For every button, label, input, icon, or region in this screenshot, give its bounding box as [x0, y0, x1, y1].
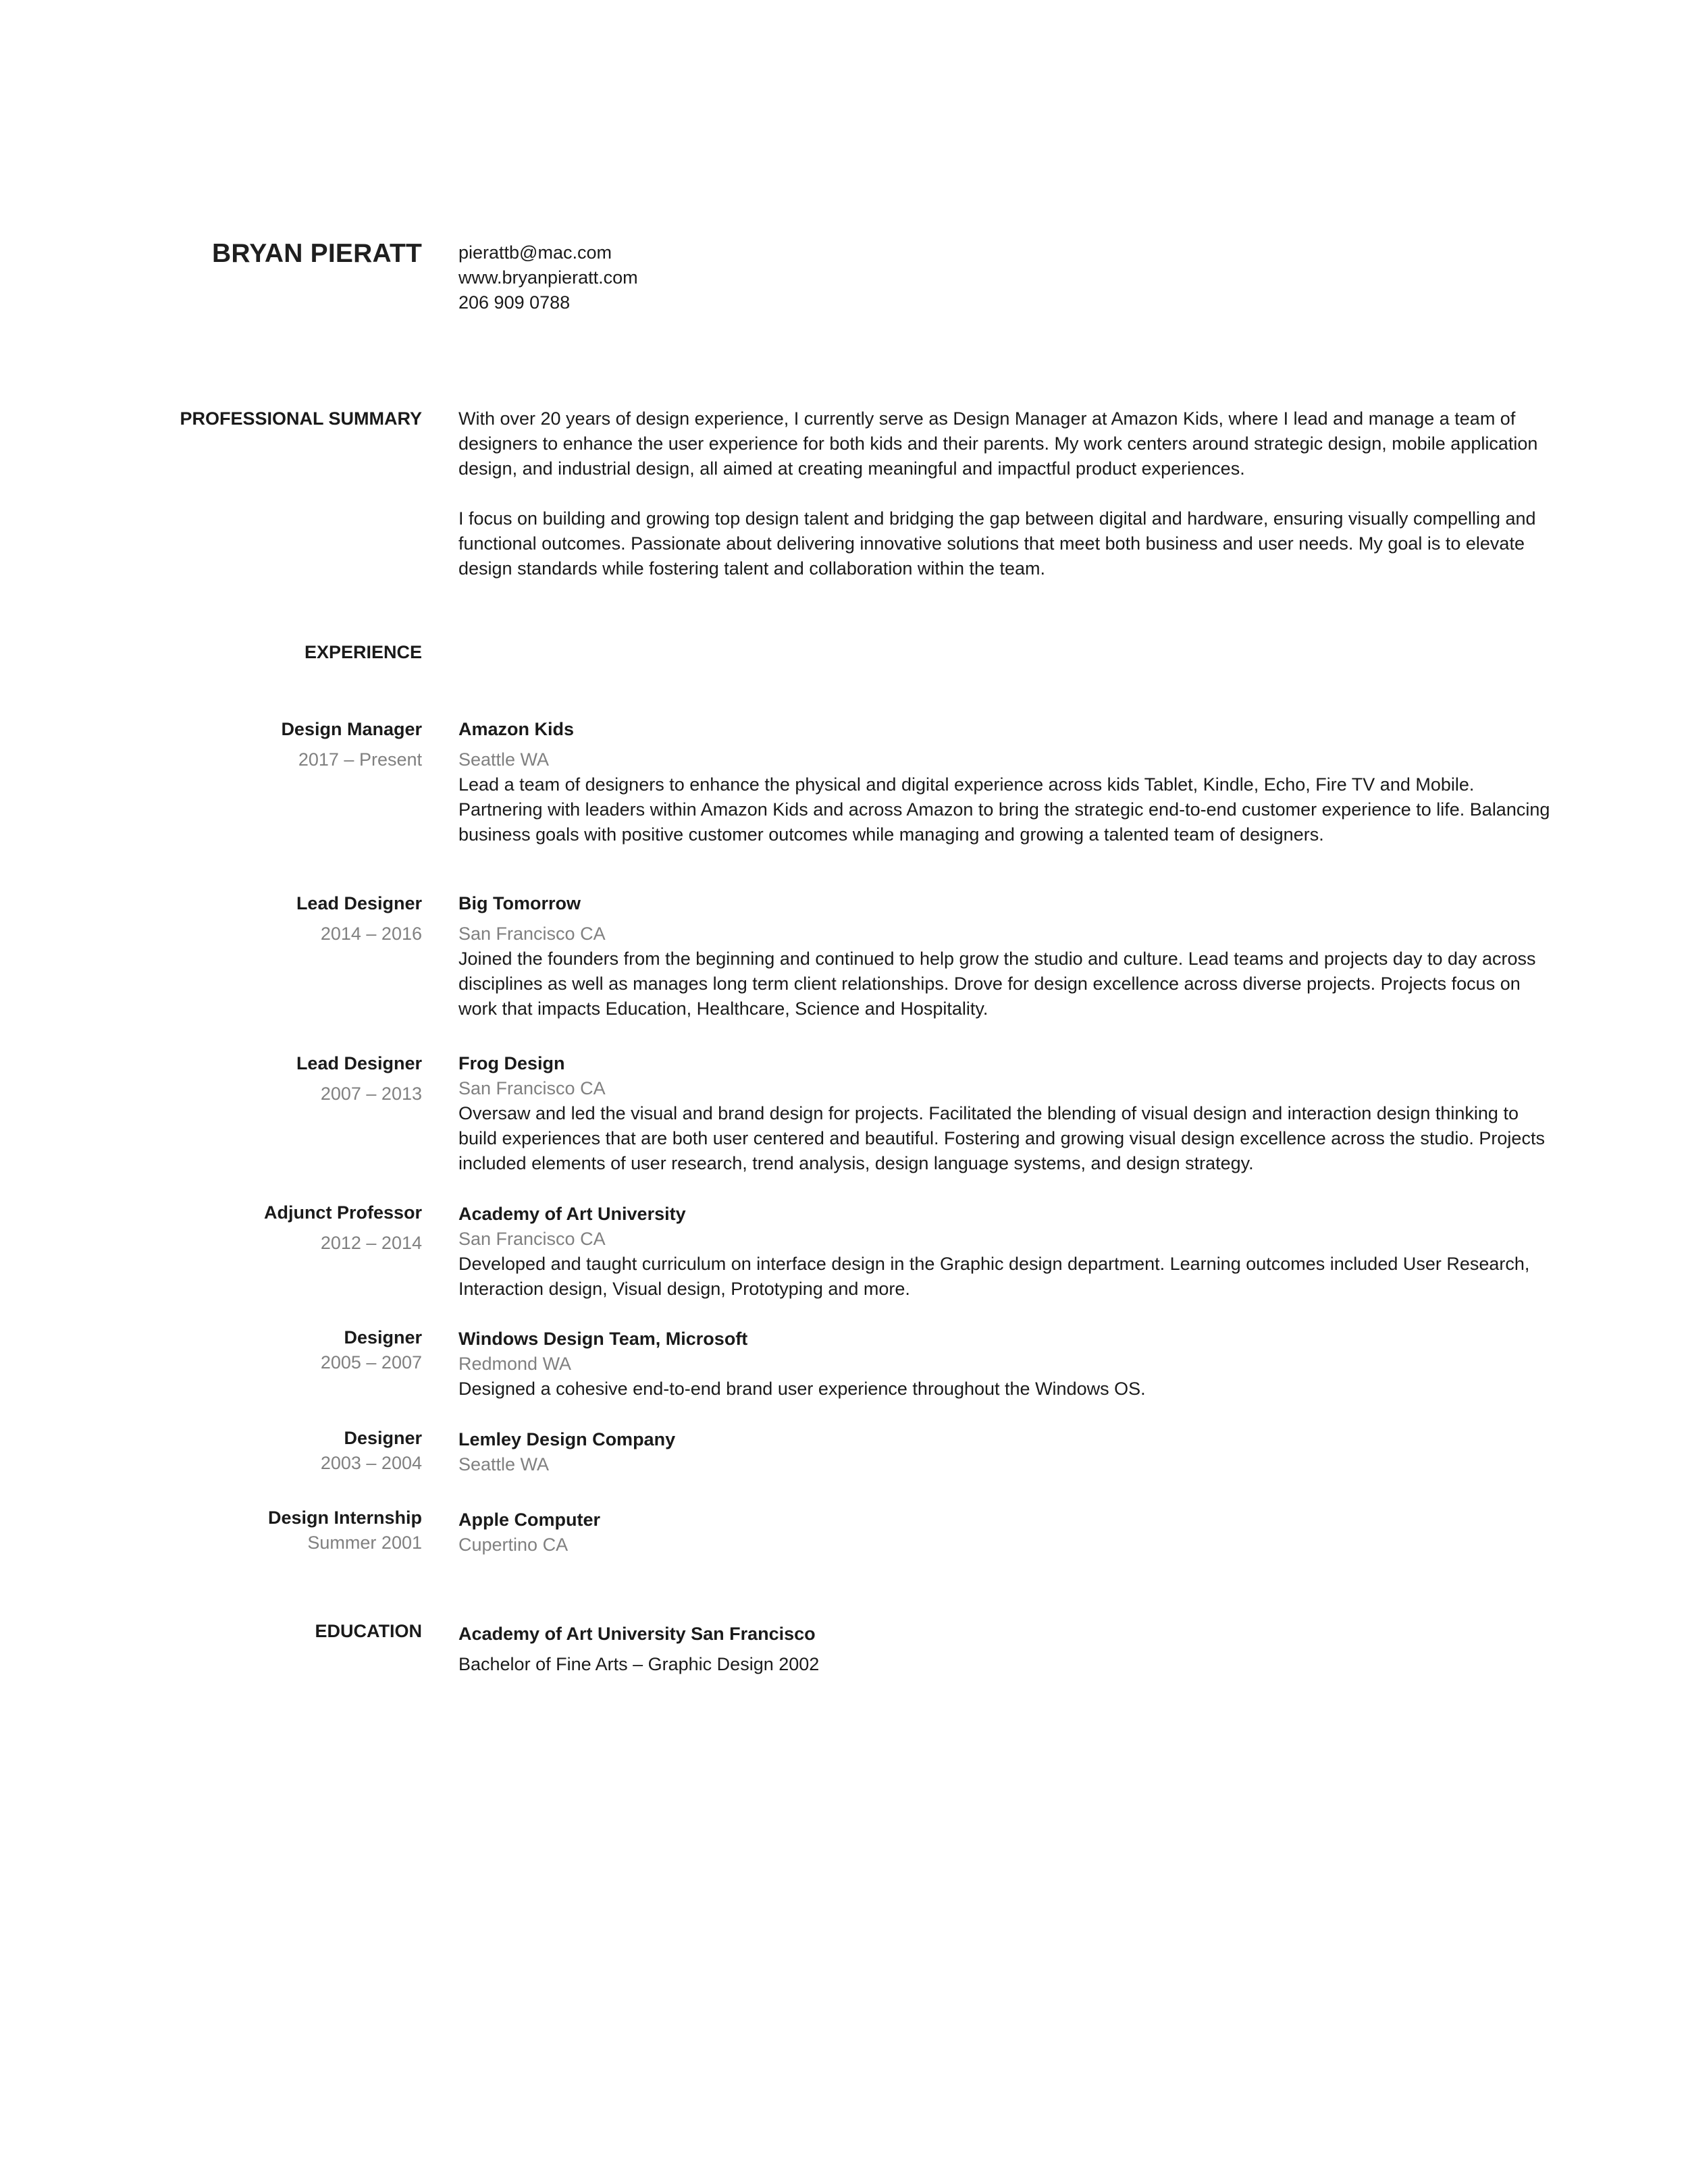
job-description: Developed and taught curriculum on interface design in the Graphic design department. Learning outcomes included User Research, Interaction design, Visual design, Prototyping and more.	[458, 1254, 1530, 1299]
experience-heading: EXPERIENCE	[304, 642, 422, 662]
job-dates: 2017 – Present	[298, 749, 422, 770]
job-company: Apple Computer	[458, 1510, 601, 1530]
job-meta	[81, 1506, 422, 1555]
job-description: Lead a team of designers to enhance the physical and digital experience across kids Tablet, Kindle, Echo, Fire TV and Mobile. Partnering with leaders within Amazon Kids and across Amazon to bring the strategic end-to-end customer experience to life. Balancing business goals with positive customer outcomes while managing and growing a talented team of designers.	[458, 774, 1550, 845]
job-description: Joined the founders from the beginning and continued to help grow the studio and culture. Lead teams and projects day to day across disciplines as well as manages long term client relationships. Drove for design excellence across diverse projects. Projects focus on work that impacts Education, Healthcare, Science and Hospitality.	[458, 949, 1536, 1019]
job-title: Design Internship	[267, 1508, 422, 1528]
summary-heading: PROFESSIONAL SUMMARY	[180, 408, 422, 429]
job-title: Lead Designer	[296, 1053, 422, 1073]
summary-body	[458, 406, 1552, 581]
job-title: Lead Designer	[296, 893, 422, 913]
job-meta	[81, 1200, 422, 1256]
job-entry	[458, 1051, 1552, 1176]
job-location: Cupertino CA	[458, 1535, 569, 1555]
summary-paragraph: With over 20 years of design experience, I currently serve as Design Manager at Amazon Kids, where I lead and manage a team of designers to enhance the user experience for both kids and their parents. My work centers around strategic design, mobile application design, and industrial design, all aimed at creating meaningful and impactful product experiences.	[458, 408, 1538, 479]
job-location: San Francisco CA	[458, 1078, 606, 1098]
education-entry	[458, 1622, 1552, 1677]
candidate-name: BRYAN PIERATT	[211, 239, 422, 268]
job-entry	[458, 1327, 1552, 1402]
job-company: Academy of Art University	[458, 1204, 686, 1224]
job-location: San Francisco CA	[458, 1229, 606, 1249]
job-dates: 2005 – 2007	[320, 1352, 422, 1373]
summary-paragraph: I focus on building and growing top design talent and bridging the gap between digital and hardware, ensuring visually compelling and functional outcomes. Passionate about delivering innovative solutions that meet both business and user needs. My goal is to elevate design standards while fostering talent and collaboration within the team.	[458, 508, 1536, 579]
job-location: Seattle WA	[458, 1454, 550, 1474]
job-location: Redmond WA	[458, 1354, 572, 1374]
education-school: Academy of Art University San Francisco	[458, 1624, 816, 1644]
job-location: Seattle WA	[458, 749, 550, 770]
email-link[interactable]: pierattb@mac.com	[458, 242, 612, 263]
job-dates: 2014 – 2016	[320, 924, 422, 944]
job-dates: 2007 – 2013	[320, 1084, 422, 1104]
education-heading: EDUCATION	[315, 1621, 422, 1641]
website-link[interactable]: www.bryanpieratt.com	[458, 267, 638, 288]
job-entry	[458, 891, 1552, 1021]
job-company: Windows Design Team, Microsoft	[458, 1329, 748, 1349]
job-entry	[458, 1202, 1552, 1302]
job-company: Frog Design	[458, 1053, 565, 1073]
job-title: Adjunct Professor	[263, 1202, 422, 1223]
job-company: Lemley Design Company	[458, 1429, 676, 1449]
job-meta	[81, 891, 422, 947]
job-dates: 2012 – 2014	[320, 1233, 422, 1253]
job-title: Designer	[344, 1428, 422, 1448]
job-title: Designer	[344, 1327, 422, 1348]
job-dates: 2003 – 2004	[320, 1453, 422, 1473]
job-description: Designed a cohesive end-to-end brand user experience throughout the Windows OS.	[458, 1379, 1146, 1399]
job-description: Oversaw and led the visual and brand design for projects. Facilitated the blending of visual design and interaction design thinking to build experiences that are both user centered and beautiful. Fostering and growing visual design excellence across the studio. Projects included elements of user research, trend analysis, design language systems, and design strategy.	[458, 1103, 1545, 1173]
education-degree: Bachelor of Fine Arts – Graphic Design 2002	[458, 1654, 820, 1674]
job-meta	[81, 1325, 422, 1375]
contact-block	[458, 240, 1552, 315]
job-dates: Summer 2001	[307, 1533, 422, 1553]
phone-number: 206 909 0788	[458, 292, 571, 313]
job-entry	[458, 1427, 1552, 1477]
job-meta	[81, 1426, 422, 1476]
job-meta	[81, 717, 422, 772]
job-company: Big Tomorrow	[458, 893, 581, 913]
job-company: Amazon Kids	[458, 719, 575, 739]
job-location: San Francisco CA	[458, 924, 606, 944]
job-entry	[458, 1508, 1552, 1557]
job-meta	[81, 1051, 422, 1107]
job-entry	[458, 717, 1552, 847]
job-title: Design Manager	[281, 719, 422, 739]
